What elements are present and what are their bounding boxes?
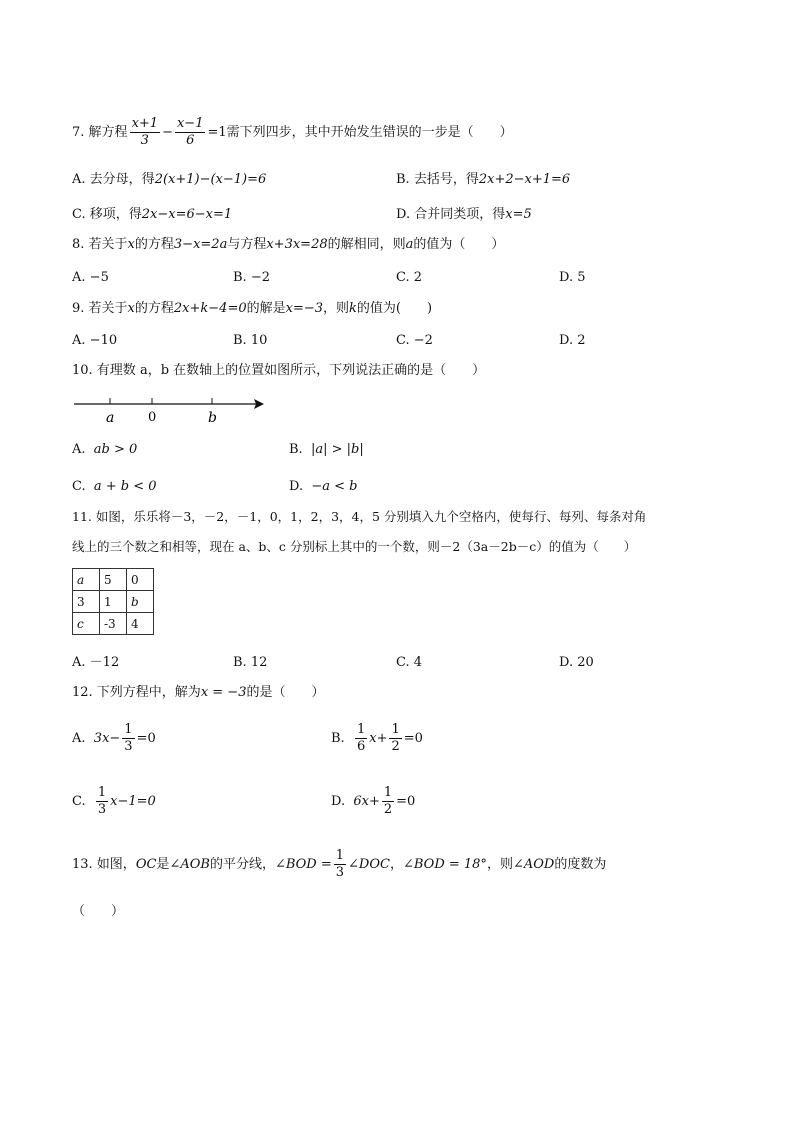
q8-option-d[interactable]: D. 5 <box>559 270 586 285</box>
q9-option-b[interactable]: B. 10 <box>233 333 268 348</box>
q11-option-b[interactable]: B. 12 <box>233 655 268 670</box>
question-11-stem-line2: 线上的三个数之和相等，现在 a、b、c 分别标上其中的一个数，则－2（3a－2b－c）的值为（ ） <box>72 539 637 554</box>
q8-option-a[interactable]: A. −5 <box>72 270 109 285</box>
q7-option-d[interactable]: D. 合并同类项，得x=5 <box>396 207 532 222</box>
grid-cell: b <box>127 591 154 613</box>
question-9-stem: 9. 若关于x的方程2x+k−4=0的解是x=−3，则k的值为( ) <box>72 301 433 316</box>
q7-option-a[interactable]: A. 去分母，得2(x+1)−(x−1)=6 <box>72 172 267 187</box>
q10-option-c[interactable]: C. a + b < 0 <box>72 479 157 494</box>
q11-option-c[interactable]: C. 4 <box>396 655 423 670</box>
grid-cell: 1 <box>100 591 127 613</box>
question-11-stem-line1: 11. 如图，乐乐将－3，－2，－1，0，1，2，3，4，5 分别填入九个空格内，使每行、每列、每条对角 <box>72 509 647 524</box>
question-7-stem: 7. 解方程 $\frac{x+1}{3}$ − $\frac{x-1}{6}$ =1需下列四步，其中开始发生错误的一步是（ ） <box>72 116 513 148</box>
label-0: 0 <box>148 410 157 425</box>
q12-option-d[interactable]: D. 6x+ $\frac{1}{2}$ =0 <box>331 785 416 817</box>
fraction: $\frac{x+1}{3}$ <box>131 116 159 148</box>
q10-option-d[interactable]: D. −a < b <box>289 479 358 494</box>
fraction: $\frac{1}{6}$ <box>356 722 366 754</box>
question-13-answer-paren: （ ） <box>72 904 125 919</box>
q12-option-c[interactable]: C. $\frac{1}{3}$ x−1=0 <box>72 785 156 817</box>
q9-option-a[interactable]: A. −10 <box>72 333 118 348</box>
fraction: $\frac{1}{3}$ <box>335 848 345 880</box>
fraction: $\frac{x-1}{6}$ <box>176 116 204 148</box>
grid-cell: 5 <box>100 569 127 591</box>
q12-option-a[interactable]: A. 3x− $\frac{1}{3}$ =0 <box>72 722 156 754</box>
number-line-diagram <box>72 392 272 428</box>
q12-option-b[interactable]: B. $\frac{1}{6}$ x+ $\frac{1}{2}$ =0 <box>331 722 423 754</box>
grid-row <box>73 591 154 613</box>
magic-square-grid <box>72 568 154 635</box>
label-b: b <box>208 410 217 426</box>
fraction: $\frac{1}{3}$ <box>124 722 133 754</box>
fraction: $\frac{1}{2}$ <box>383 785 393 817</box>
q7-option-b[interactable]: B. 去括号，得2x+2−x+1=6 <box>396 172 571 187</box>
q9-option-d[interactable]: D. 2 <box>559 333 586 348</box>
q8-option-c[interactable]: C. 2 <box>396 270 423 285</box>
grid-cell: 4 <box>127 613 154 635</box>
grid-cell: 0 <box>127 569 154 591</box>
fraction: $\frac{1}{2}$ <box>391 722 400 754</box>
grid-cell: c <box>73 613 100 635</box>
q10-option-a[interactable]: A. ab > 0 <box>72 442 138 457</box>
grid-cell: -3 <box>100 613 127 635</box>
question-10-stem: 10. 有理数 a，b 在数轴上的位置如图所示，下列说法正确的是（ ） <box>72 363 486 378</box>
q9-option-c[interactable]: C. −2 <box>396 333 433 348</box>
question-8-stem: 8. 若关于x的方程3−x=2a与方程x+3x=28的解相同，则a的值为（ ） <box>72 237 505 252</box>
label-a: a <box>106 410 115 426</box>
q11-option-d[interactable]: D. 20 <box>559 655 594 670</box>
grid-cell: a <box>73 569 100 591</box>
q8-option-b[interactable]: B. −2 <box>233 270 270 285</box>
question-12-stem: 12. 下列方程中，解为x = −3的是（ ） <box>72 685 325 700</box>
q10-option-b[interactable]: B. |a| > |b| <box>289 442 364 457</box>
grid-row <box>73 613 154 635</box>
q7-option-c[interactable]: C. 移项，得2x−x=6−x=1 <box>72 207 233 222</box>
fraction: $\frac{1}{3}$ <box>97 785 107 817</box>
grid-cell: 3 <box>73 591 100 613</box>
q11-option-a[interactable]: A. －12 <box>72 655 120 670</box>
question-13-stem: 13. 如图，OC是∠AOB的平分线，∠BOD = $\frac{1}{3}$ ∠DOC，∠BOD = 18°，则∠AOD的度数为 <box>72 848 607 880</box>
grid-row <box>73 569 154 591</box>
